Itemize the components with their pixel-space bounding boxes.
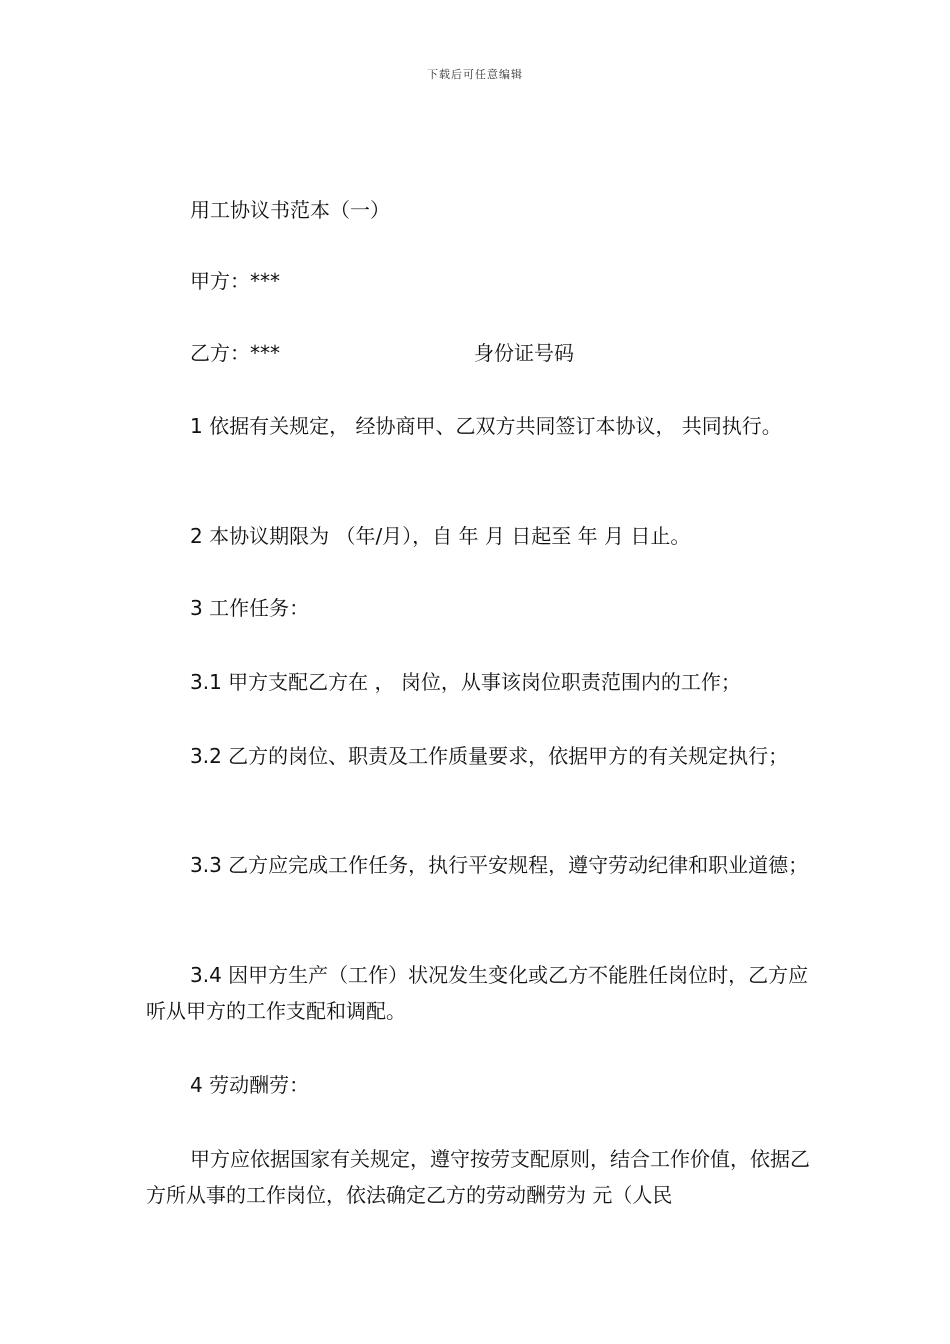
- clause-3-2: 3.2 乙方的岗位、职责及工作质量要求，依据甲方的有关规定执行；: [190, 744, 789, 768]
- document-title: 用工协议书范本（一）: [190, 198, 390, 222]
- clause-2: 2 本协议期限为 （年/月），自 年 月 日起至 年 月 日止。: [190, 524, 691, 548]
- clause-3-3: 3.3 乙方应完成工作任务，执行平安规程，遵守劳动纪律和职业道德；: [190, 853, 809, 877]
- party-a-line: 甲方：***: [190, 269, 280, 293]
- clause-4-body: 甲方应依据国家有关规定，遵守按劳支配原则，结合工作价值，依据乙方所从事的工作岗位，依法确定乙方的劳动酬劳为 元（人民: [146, 1147, 810, 1207]
- clause-3-4: 3.4 因甲方生产（工作）状况发生变化或乙方不能胜任岗位时，乙方应听从甲方的工作支配和调配。: [146, 963, 809, 1023]
- clause-3-heading: 3 工作任务：: [190, 596, 310, 620]
- party-b-line: 乙方：***: [190, 341, 280, 365]
- header-note: 下载后可任意编辑: [427, 68, 523, 81]
- id-number-label: 身份证号码: [474, 341, 574, 365]
- clause-4-heading: 4 劳动酬劳：: [190, 1073, 310, 1097]
- clause-3-1: 3.1 甲方支配乙方在 ， 岗位，从事该岗位职责范围内的工作；: [190, 670, 741, 694]
- clause-1: 1 依据有关规定， 经协商甲、乙双方共同签订本协议， 共同执行。: [190, 414, 782, 438]
